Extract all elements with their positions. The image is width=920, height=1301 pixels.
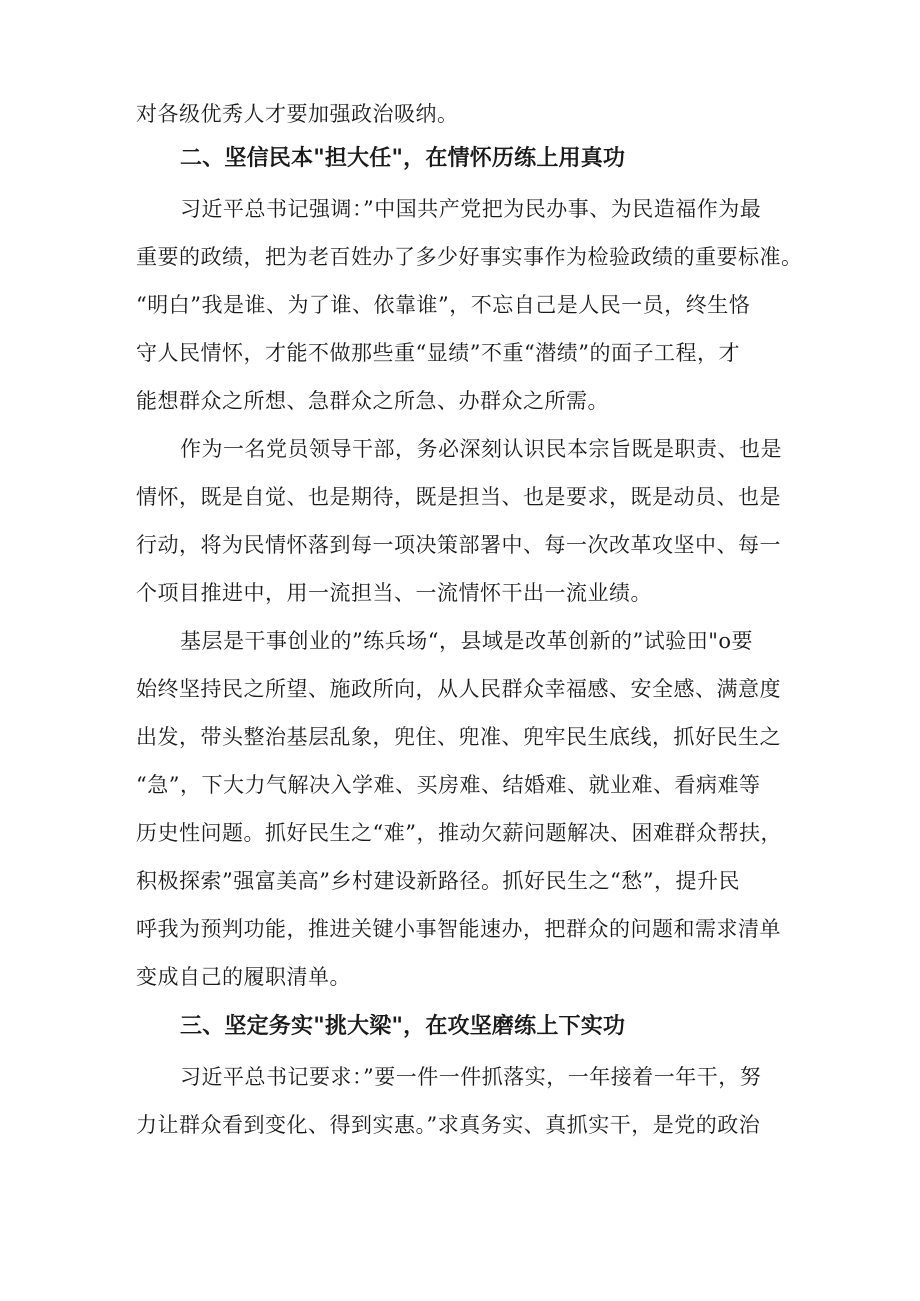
- text-line: 出发，带头整治基层乱象，兜住、兜准、兜牢民生底线，抓好民生之: [136, 725, 781, 749]
- section-heading-2: 二、坚信民本"担大任"，在情怀历练上用真功: [180, 146, 626, 171]
- text-line: 习近平总书记强调：”中国共产党把为民办事、为民造福作为最: [180, 197, 762, 221]
- text-line: 力让群众看到变化、得到实惠。”求真务实、真抓实干，是党的政治: [136, 1113, 761, 1137]
- text-line: 行动，将为民情怀落到每一项决策部署中、每一次改革攻坚中、每一: [136, 533, 781, 557]
- text-line: 积极探索”强富美高”乡村建设新路径。抓好民生之“愁”，提升民: [136, 869, 740, 893]
- text-line: 能想群众之所想、急群众之所急、办群众之所需。: [136, 389, 609, 413]
- text-line: 习近平总书记要求：”要一件一件抓落实，一年接着一年干，努: [180, 1065, 762, 1089]
- text-line: 重要的政绩，把为老百姓办了多少好事实事作为检验政绩的重要标准。: [136, 245, 803, 269]
- text-line: 变成自己的履职清单。: [136, 965, 351, 989]
- text-line: 守人民情怀，才能不做那些重“显绩”不重“潜绩”的面子工程，才: [136, 341, 740, 365]
- text-line: 作为一名党员领导干部，务必深刻认识民本宗旨既是职责、也是: [180, 437, 782, 461]
- text-line: 情怀，既是自觉、也是期待，既是担当、也是要求，既是动员、也是: [136, 485, 781, 509]
- text-line: 个项目推进中，用一流担当、一流情怀干出一流业绩。: [136, 581, 652, 605]
- text-line: “急”，下大力气解决入学难、买房难、结婚难、就业难、看病难等: [136, 773, 761, 797]
- text-line: “明白”我是谁、为了谁、依靠谁”，不忘自己是人民一员，终生恪: [136, 293, 751, 317]
- text-line: 基层是干事创业的”练兵场“，县域是改革创新的”试验田"o要: [180, 629, 754, 653]
- section-heading-3: 三、坚定务实"挑大梁"，在攻坚磨练上下实功: [180, 1014, 626, 1039]
- text-line: 历史性问题。抓好民生之“难”，推动欠薪问题解决、困难群众帮扶，: [136, 821, 782, 845]
- text-line: 呼我为预判功能，推进关键小事智能速办，把群众的问题和需求清单: [136, 917, 781, 941]
- text-line: 始终坚持民之所望、施政所向，从人民群众幸福感、安全感、满意度: [136, 677, 781, 701]
- text-line: 对各级优秀人才要加强政治吸纳。: [136, 102, 459, 126]
